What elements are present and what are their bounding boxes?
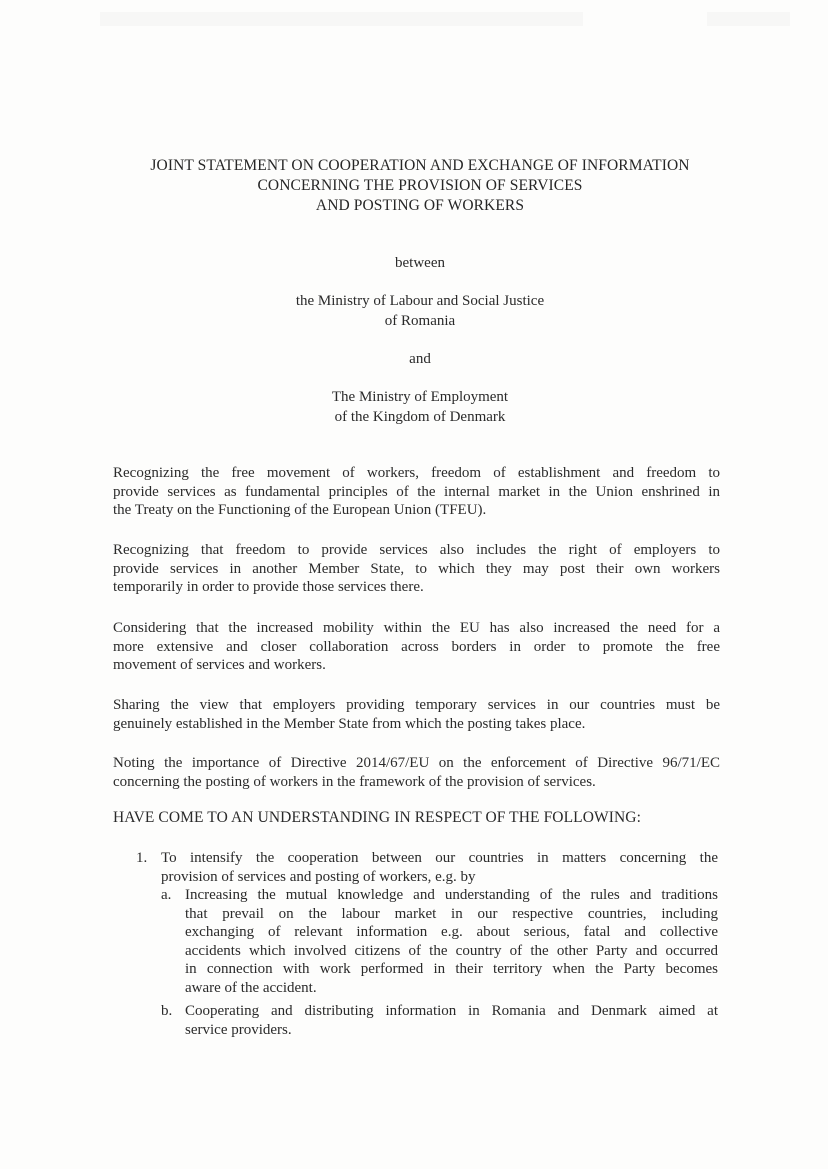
paragraph-line: movement of services and workers. [113, 657, 326, 673]
paragraph-line: more extensive and closer collaboration across borders in order to promote the free [113, 638, 720, 655]
party1-name: the Ministry of Labour and Social Justice [295, 293, 545, 309]
paragraph-line: the Treaty on the Functioning of the European Union (TFEU). [113, 502, 487, 518]
item-number: 1. [136, 850, 148, 866]
item-1-text [161, 849, 718, 886]
paragraph-noting-directive [113, 754, 720, 791]
paragraph-line: Noting the importance of Directive 2014/67/EU on the enforcement of Directive 96/71/EC [113, 755, 720, 771]
scan-header-artifact [100, 12, 790, 26]
paragraph-line: Considering that the increased mobility within the EU has also increased the need for a [113, 620, 720, 636]
subitem-line: accidents which involved citizens of the country of the other Party and occurred [185, 942, 718, 959]
subitem-line: Increasing the mutual knowledge and understanding of the rules and traditions [185, 887, 718, 903]
understanding-heading: HAVE COME TO AN UNDERSTANDING IN RESPECT OF THE FOLLOWING: [113, 809, 641, 826]
subitem-b-text [185, 1002, 718, 1039]
paragraph-recognizing-free-movement [113, 464, 720, 520]
subitem-letter: b. [161, 1003, 173, 1019]
subitem-line: Cooperating and distributing information in Romania and Denmark aimed at [185, 1003, 718, 1019]
title-line: JOINT STATEMENT ON COOPERATION AND EXCHANGE OF INFORMATION [150, 157, 690, 174]
paragraph-line: Recognizing the free movement of workers, freedom of establishment and freedom to [113, 465, 720, 481]
paragraph-line: provide services as fundamental principles of the internal market in the Union enshrined in [113, 483, 720, 500]
paragraph-considering-mobility [113, 619, 720, 675]
title-line: CONCERNING THE PROVISION OF SERVICES [257, 177, 583, 194]
subitem-line: in connection with work performed in their territory when the Party becomes [185, 961, 718, 977]
paragraph-sharing-view [113, 696, 720, 733]
paragraph-line: Recognizing that freedom to provide services also includes the right of employers to [113, 542, 720, 558]
item-line: provision of services and posting of workers, e.g. by [161, 868, 476, 885]
paragraph-line: genuinely established in the Member State from which the posting takes place. [113, 715, 586, 732]
subitem-line: exchanging of relevant information e.g. about serious, fatal and collective [185, 924, 718, 940]
title-line: AND POSTING OF WORKERS [315, 197, 525, 214]
subitem-letter: a. [161, 887, 172, 903]
item-line: To intensify the cooperation between our countries in matters concerning the [161, 850, 718, 866]
document-title [90, 156, 750, 216]
party1-country: of Romania [384, 313, 456, 329]
subitem-a-text [185, 886, 718, 997]
paragraph-line: provide services in another Member State, to which they may post their own workers [113, 560, 720, 577]
paragraph-line: temporarily in order to provide those services there. [113, 579, 424, 595]
subitem-line: aware of the accident. [185, 979, 317, 996]
party2-country: of the Kingdom of Denmark [334, 409, 506, 425]
subitem-line: that prevail on the labour market in our respective countries, including [185, 905, 718, 922]
paragraph-recognizing-services [113, 541, 720, 597]
and-label: and [409, 351, 431, 367]
between-label: between [395, 255, 445, 271]
paragraph-line: Sharing the view that employers providing temporary services in our countries must be [113, 697, 720, 713]
party2-name: The Ministry of Employment [331, 389, 509, 405]
subitem-line: service providers. [185, 1021, 292, 1038]
paragraph-line: concerning the posting of workers in the framework of the provision of services. [113, 773, 596, 790]
